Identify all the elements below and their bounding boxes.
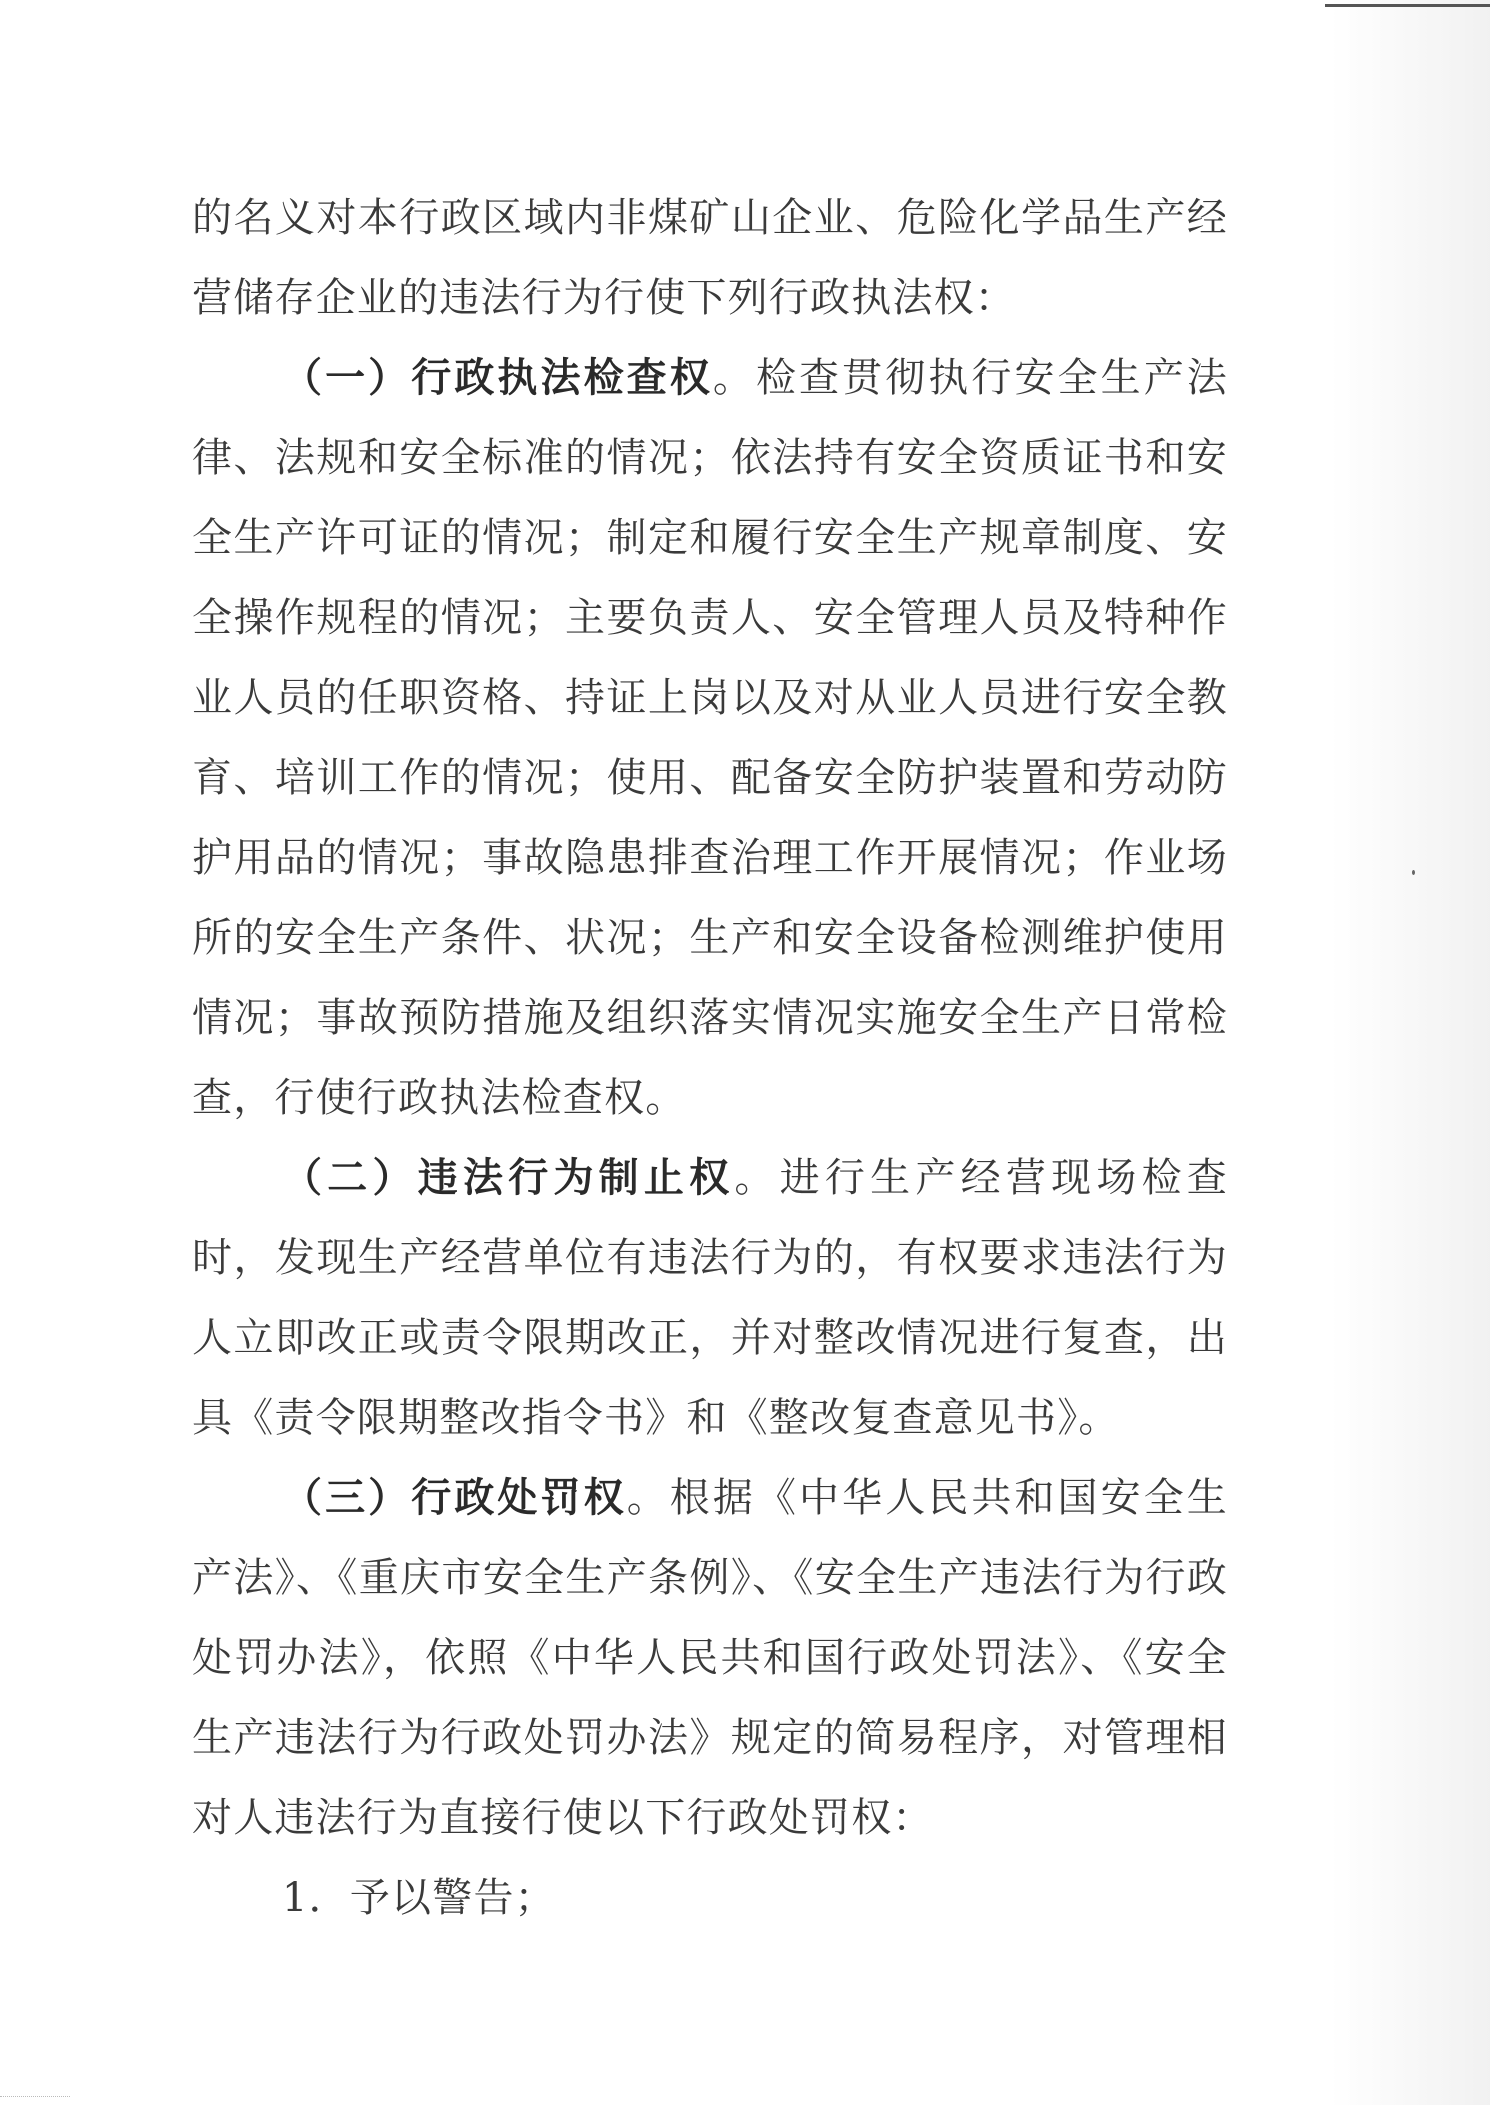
scan-edge-shadow bbox=[1330, 0, 1490, 2105]
list-item-warning bbox=[192, 1858, 1228, 1938]
paragraph-stop-violation-right bbox=[192, 1138, 1228, 1458]
top-edge-rule bbox=[1325, 4, 1490, 7]
paragraph-text: 1．予以警告； bbox=[282, 1875, 556, 1921]
paragraph-heading: （二）违法行为制止权 bbox=[282, 1154, 735, 1201]
paragraph-text: 的名义对本行政区域内非煤矿山企业、危险化学品生产经营储存企业的违法行为行使下列行政执法权： bbox=[192, 195, 1228, 321]
paragraph-text: 。根据《中华人民共和国安全生产法》、《重庆市安全生产条例》、《安全生产违法行为行政处罚办法》，依照《中华人民共和国行政处罚法》、《安全生产违法行为行政处罚办法》规定的简易程序，对管理相对人违法行为直接行使以下行政处罚权： bbox=[192, 1475, 1228, 1841]
paragraph-inspection-right bbox=[192, 338, 1228, 1138]
document-body bbox=[192, 178, 1228, 1938]
scan-bottom-mark bbox=[0, 2096, 70, 2105]
paragraph-continuation bbox=[192, 178, 1228, 338]
paragraph-text: 。进行生产经营现场检查时，发现生产经营单位有违法行为的，有权要求违法行为人立即改正或责令限期改正，并对整改情况进行复查，出具《责令限期整改指令书》和《整改复查意见书》。 bbox=[192, 1155, 1229, 1441]
paragraph-heading: （三）行政处罚权 bbox=[282, 1474, 627, 1521]
paragraph-heading: （一）行政执法检查权 bbox=[282, 354, 713, 401]
paragraph-text: 。检查贯彻执行安全生产法律、法规和安全标准的情况；依法持有安全资质证书和安全生产许可证的情况；制定和履行安全生产规章制度、安全操作规程的情况；主要负责人、安全管理人员及特种作业人员的任职资格、持证上岗以及对从业人员进行安全教育、培训工作的情况；使用、配备安全防护装置和劳动防护用品的情况；事故隐患排查治理工作开展情况；作业场所的安全生产条件、状况；生产和安全设备检测维护使用情况；事故预防措施及组织落实情况实施安全生产日常检查，行使行政执法检查权。 bbox=[192, 355, 1228, 1121]
paragraph-penalty-right bbox=[192, 1458, 1228, 1858]
scan-speck bbox=[1412, 870, 1415, 875]
